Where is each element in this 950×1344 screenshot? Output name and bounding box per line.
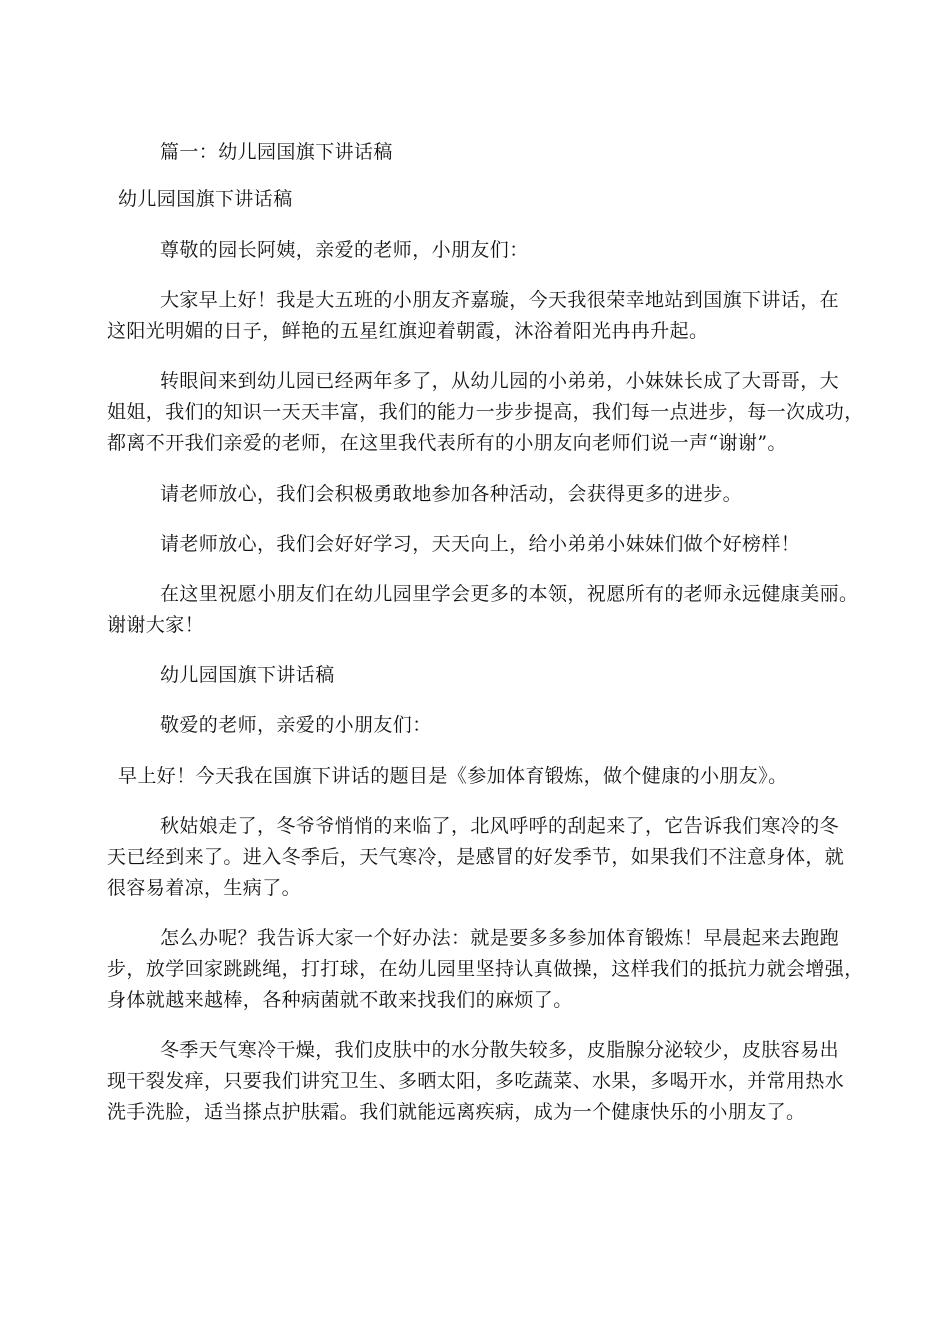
paragraph-line: 姐姐，我们的知识一天天丰富，我们的能力一步步提高，我们每一点进步，每一次成功，	[107, 401, 864, 423]
salutation: 尊敬的园长阿姨，亲爱的老师，小朋友们：	[160, 239, 529, 261]
paragraph-line: 转眼间来到幼儿园已经两年多了，从幼儿园的小弟弟，小妹妹长成了大哥哥，大	[160, 370, 840, 392]
paragraph-line: 冬季天气寒冷干燥，我们皮肤中的水分散失较多，皮脂腺分泌较少，皮肤容易出	[160, 1039, 840, 1061]
speech-title: 幼儿园国旗下讲话稿	[160, 664, 335, 686]
paragraph-line: 早上好！今天我在国旗下讲话的题目是《参加体育锻炼，做个健康的小朋友》。	[118, 765, 788, 787]
paragraph-line: 大家早上好！我是大五班的小朋友齐嘉璇，今天我很荣幸地站到国旗下讲话，在	[160, 289, 840, 311]
speech-title: 幼儿园国旗下讲话稿	[118, 188, 293, 210]
paragraph-line: 谢谢大家！	[107, 614, 205, 636]
paragraph-line: 很容易着凉，生病了。	[107, 877, 302, 899]
paragraph-line: 身体就越来越棒，各种病菌就不敢来找我们的麻烦了。	[107, 989, 573, 1011]
paragraph-line: 怎么办呢？我告诉大家一个好办法：就是要多多参加体育锻炼！早晨起来去跑跑	[160, 927, 840, 949]
paragraph-line: 在这里祝愿小朋友们在幼儿园里学会更多的本领，祝愿所有的老师永远健康美丽。	[160, 583, 859, 605]
paragraph-line: 请老师放心，我们会好好学习，天天向上，给小弟弟小妹妹们做个好榜样！	[160, 533, 801, 555]
paragraph-line: 天已经到来了。进入冬季后，天气寒冷，是感冒的好发季节，如果我们不注意身体，就	[107, 846, 845, 868]
section-heading: 篇一：幼儿园国旗下讲话稿	[160, 141, 393, 163]
paragraph-line: 这阳光明媚的日子，鲜艳的五星红旗迎着朝霞，沐浴着阳光冉冉升起。	[107, 320, 709, 342]
paragraph-line: 秋姑娘走了，冬爷爷悄悄的来临了，北风呼呼的刮起来了，它告诉我们寒冷的冬	[160, 815, 840, 837]
paragraph-line: 现干裂发痒，只要我们讲究卫生、多晒太阳，多吃蔬菜、水果，多喝开水，并常用热水	[107, 1070, 845, 1092]
paragraph-line: 洗手洗脸，适当搽点护肤霜。我们就能远离疾病，成为一个健康快乐的小朋友了。	[107, 1101, 806, 1123]
paragraph-line: 步，放学回家跳跳绳，打打球，在幼儿园里坚持认真做操，这样我们的抵抗力就会增强，	[107, 958, 864, 980]
paragraph-line: 请老师放心，我们会积极勇敢地参加各种活动，会获得更多的进步。	[160, 483, 743, 505]
paragraph-line: 都离不开我们亲爱的老师，在这里我代表所有的小朋友向老师们说一声“谢谢”。	[107, 432, 787, 454]
salutation: 敬爱的老师，亲爱的小朋友们：	[160, 714, 432, 736]
